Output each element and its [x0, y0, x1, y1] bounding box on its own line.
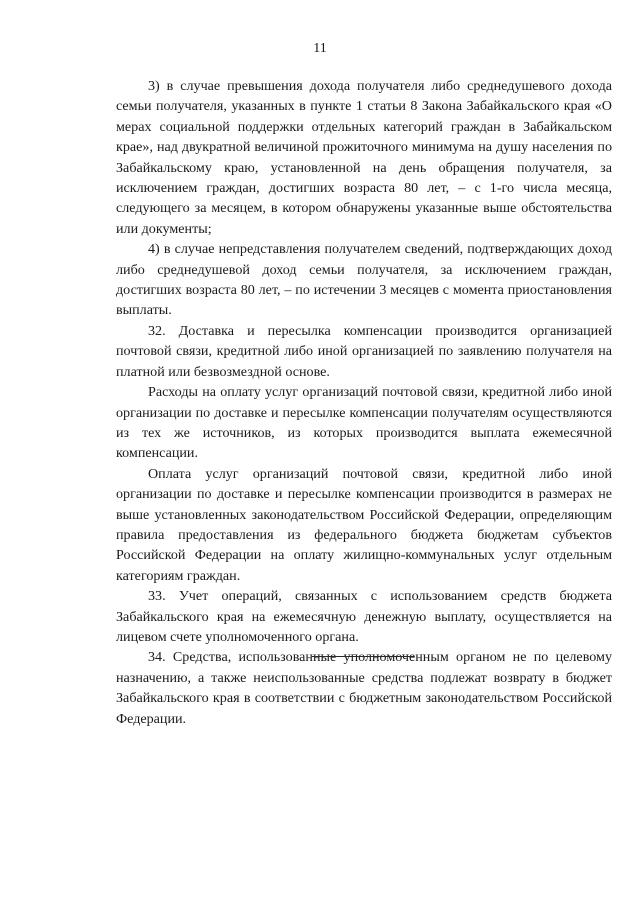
paragraph-subitem-4: 4) в случае непредставления получателем сведений, подтверждающих доход либо среднедушевой доход семьи получателя, за исключением граждан, достигших возраста 80 лет, – по истечении 3 месяцев с момента приостановления выплаты.: [116, 241, 612, 319]
document-body: [116, 76, 612, 729]
page-number: 11: [313, 41, 327, 56]
end-of-document-rule: [312, 656, 414, 657]
paragraph-subitem-3: 3) в случае превышения дохода получателя либо среднедушевого дохода семьи получателя, указанных в пункте 1 статьи 8 Закона Забайкальского края «О мерах социальной поддержки отдельных категорий граждан в Забайкальском крае», над двукратной величиной прожиточного минимума на душу населения по Забайкальскому краю, установленной на день обращения получателя, за исключением граждан, достигших возраста 80 лет, – с 1-го числа месяца, следующего за месяцем, в котором обнаружены указанные выше обстоятельства или документы;: [116, 78, 612, 237]
paragraph-service-payment: Оплата услуг организаций почтовой связи, кредитной либо иной организации по доставке и пересылке компенсации производится в размерах не выше установленных законодательством Российской Федерации, определяющим правила предоставления из федерального бюджета бюджетам субъектов Российской Федерации на оплату жилищно-коммунальных услуг отдельным категориям граждан.: [116, 465, 612, 584]
paragraph-item-33: 33. Учет операций, связанных с использованием средств бюджета Забайкальского края на ежемесячную денежную выплату, осуществляется на лицевом счете уполномоченного органа.: [116, 588, 612, 645]
paragraph-item-32: 32. Доставка и пересылка компенсации производится организацией почтовой связи, кредитной либо иной организацией по заявлению получателя на платной или безвозмездной основе.: [116, 322, 612, 380]
paragraph-item-34: 34. Средства, использованные уполномоченным органом не по целевому назначению, а также неиспользованные средства подлежат возврату в бюджет Забайкальского края в соответствии с бюджетным законодательством Российской Федерации.: [116, 649, 612, 727]
paragraph-delivery-expenses: Расходы на оплату услуг организаций почтовой связи, кредитной либо иной организации по доставке и пересылке компенсации получателям осуществляются из тех же источников, из которых производится выплата ежемесячной компенсации.: [116, 384, 612, 462]
